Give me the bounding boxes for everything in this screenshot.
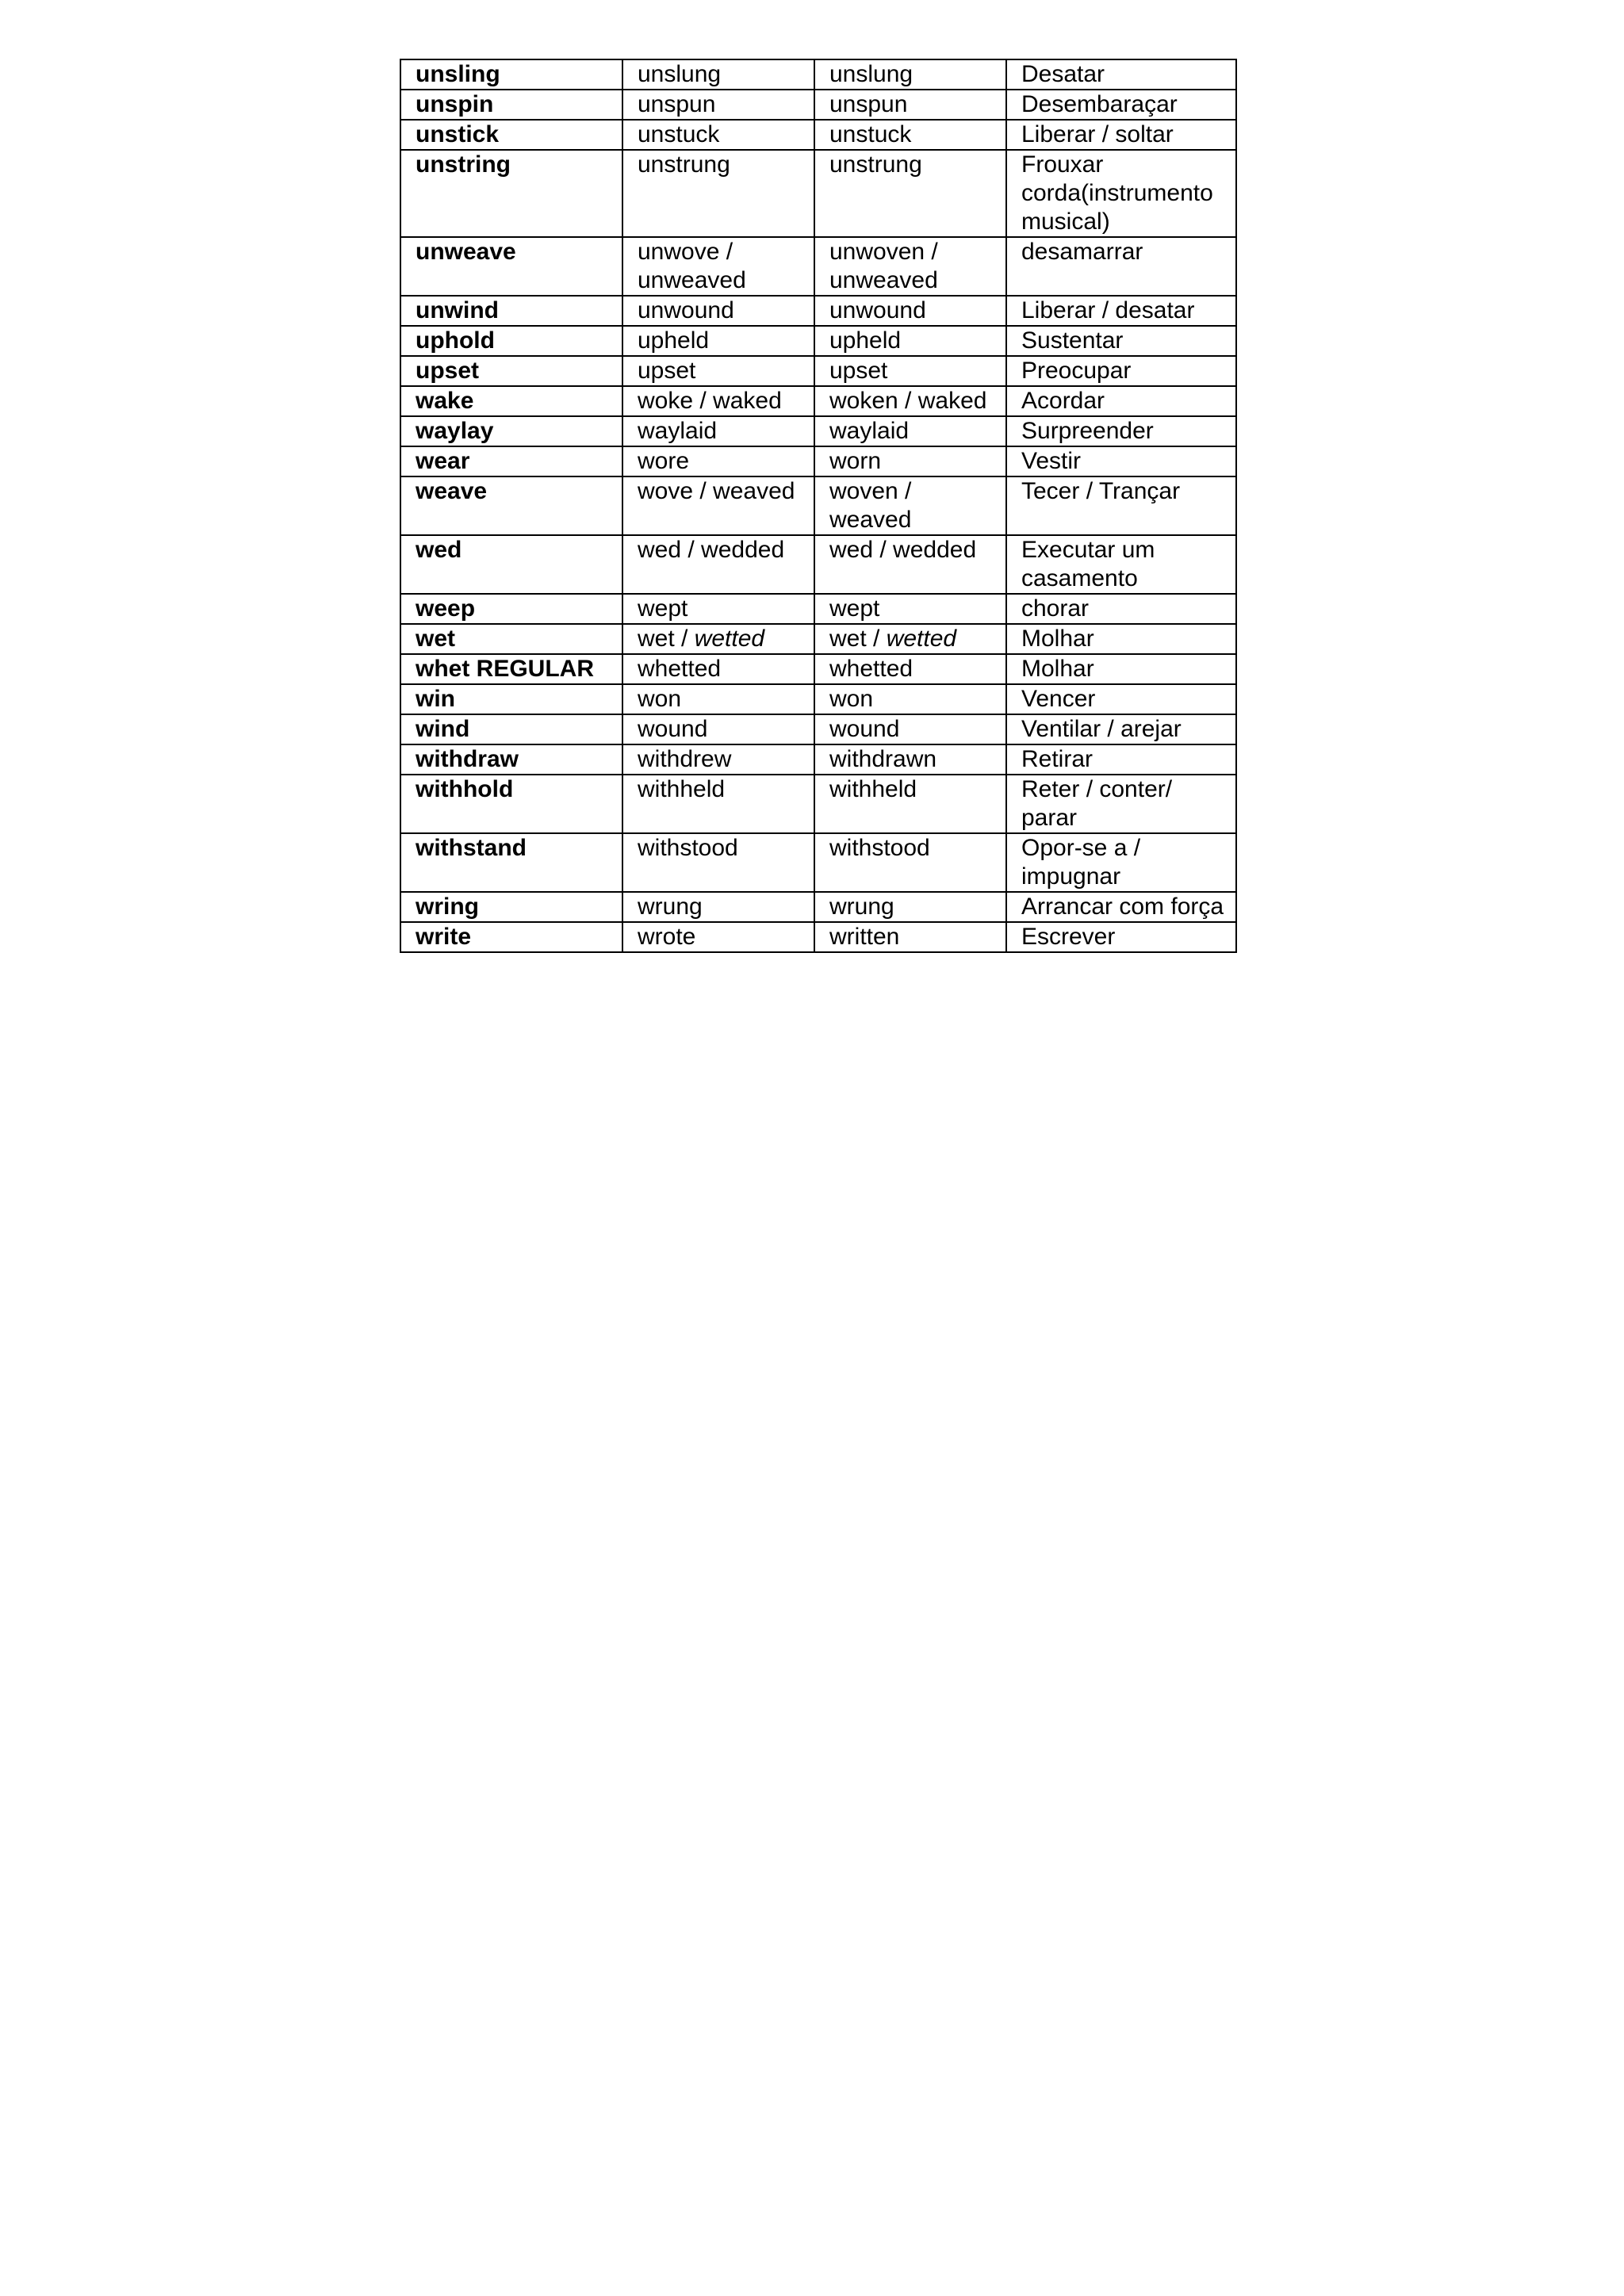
meaning-cell-text: Retirar <box>1021 746 1094 772</box>
meaning-cell <box>1006 476 1236 535</box>
base-form-cell-text: wake <box>416 388 474 414</box>
meaning-cell-text: Sustentar <box>1021 327 1124 354</box>
base-form-cell-text: uphold <box>416 327 495 354</box>
past-tense-cell-text: unstuck <box>638 121 720 147</box>
meaning-cell-text: Ventilar / arejar <box>1021 716 1182 742</box>
base-form-cell <box>400 714 622 744</box>
table-row <box>400 684 1236 714</box>
base-form-cell-text: unsling <box>416 61 500 87</box>
past-participle-cell-text: worn <box>829 448 882 474</box>
past-participle-cell-text: unstuck <box>829 121 912 147</box>
table-row <box>400 833 1236 892</box>
base-form-cell <box>400 90 622 120</box>
past-tense-cell-text: wrung <box>638 894 703 920</box>
past-tense-cell-text: wet / <box>638 626 695 652</box>
past-participle-cell <box>814 237 1006 296</box>
base-form-cell-text: wring <box>416 894 479 920</box>
meaning-cell <box>1006 326 1236 356</box>
base-form-cell-text: waylay <box>416 418 494 444</box>
base-form-cell <box>400 237 622 296</box>
base-form-cell <box>400 654 622 684</box>
past-tense-cell <box>622 356 814 386</box>
table-row <box>400 594 1236 624</box>
base-form-cell-text: unspin <box>416 91 494 117</box>
base-form-cell <box>400 446 622 476</box>
base-form-cell <box>400 386 622 416</box>
past-participle-cell-text: upset <box>829 358 888 384</box>
past-participle-cell-text: written <box>829 924 900 950</box>
table-row <box>400 624 1236 654</box>
table-row <box>400 90 1236 120</box>
verbs-table-body <box>400 59 1236 952</box>
meaning-cell-text: Tecer / Trançar <box>1021 478 1181 504</box>
past-tense-cell <box>622 416 814 446</box>
past-tense-cell <box>622 120 814 150</box>
table-row <box>400 416 1236 446</box>
past-participle-cell <box>814 892 1006 922</box>
base-form-cell <box>400 296 622 326</box>
past-tense-cell-text: wed / wedded <box>638 537 785 563</box>
past-tense-cell-text: unwove / unweaved <box>638 239 746 293</box>
base-form-cell-text: upset <box>416 358 480 384</box>
base-form-cell-text: unstring <box>416 151 511 178</box>
past-tense-cell <box>622 744 814 775</box>
past-tense-cell-text: wore <box>638 448 690 474</box>
past-participle-cell-text: wound <box>829 716 900 742</box>
past-tense-cell-text: withdrew <box>638 746 732 772</box>
meaning-cell <box>1006 922 1236 952</box>
base-form-cell-text: wind <box>416 716 470 742</box>
meaning-cell-text: Arrancar com força <box>1021 894 1224 920</box>
past-participle-cell <box>814 922 1006 952</box>
past-tense-cell <box>622 833 814 892</box>
past-participle-cell-text: woken / waked <box>829 388 987 414</box>
table-row <box>400 775 1236 833</box>
meaning-cell <box>1006 535 1236 594</box>
past-tense-cell <box>622 775 814 833</box>
meaning-cell-text: Vencer <box>1021 686 1096 712</box>
base-form-cell-text: unstick <box>416 121 500 147</box>
table-row <box>400 535 1236 594</box>
base-form-cell-text: unwind <box>416 297 499 323</box>
meaning-cell <box>1006 150 1236 237</box>
past-participle-cell <box>814 714 1006 744</box>
past-tense-cell-text: won <box>638 686 682 712</box>
meaning-cell-text: Desembaraçar <box>1021 91 1178 117</box>
base-form-cell <box>400 684 622 714</box>
past-participle-cell <box>814 356 1006 386</box>
base-form-cell <box>400 833 622 892</box>
past-tense-cell-text: woke / waked <box>638 388 782 414</box>
past-tense-cell-text: wound <box>638 716 708 742</box>
past-tense-cell <box>622 654 814 684</box>
meaning-cell-text: Opor-se a / impugnar <box>1021 835 1141 890</box>
meaning-cell-text: Reter / conter/ parar <box>1021 776 1173 831</box>
past-tense-cell <box>622 535 814 594</box>
meaning-cell <box>1006 296 1236 326</box>
past-participle-cell <box>814 624 1006 654</box>
base-form-cell <box>400 416 622 446</box>
past-tense-cell <box>622 714 814 744</box>
base-form-cell <box>400 775 622 833</box>
past-participle-cell <box>814 446 1006 476</box>
base-form-cell-text: wet <box>416 626 456 652</box>
meaning-cell <box>1006 416 1236 446</box>
base-form-cell-text: wed <box>416 537 462 563</box>
base-form-cell-text: weave <box>416 478 488 504</box>
meaning-cell <box>1006 237 1236 296</box>
meaning-cell <box>1006 90 1236 120</box>
past-participle-cell-text: unslung <box>829 61 914 87</box>
meaning-cell <box>1006 744 1236 775</box>
base-form-cell-text: write <box>416 924 472 950</box>
meaning-cell <box>1006 654 1236 684</box>
past-tense-cell-text: wove / weaved <box>638 478 795 504</box>
meaning-cell <box>1006 714 1236 744</box>
meaning-cell-text: chorar <box>1021 595 1090 622</box>
meaning-cell <box>1006 892 1236 922</box>
base-form-cell <box>400 59 622 90</box>
meaning-cell-text: Escrever <box>1021 924 1116 950</box>
irregular-verbs-table <box>400 59 1237 953</box>
past-participle-cell-text: waylaid <box>829 418 910 444</box>
base-form-cell-text: withdraw <box>416 746 519 772</box>
base-form-cell <box>400 356 622 386</box>
meaning-cell-text: Desatar <box>1021 61 1105 87</box>
past-participle-cell <box>814 684 1006 714</box>
past-tense-cell-text: unstrung <box>638 151 730 178</box>
past-participle-cell <box>814 476 1006 535</box>
past-participle-cell <box>814 744 1006 775</box>
base-form-cell <box>400 594 622 624</box>
meaning-cell-text: Liberar / soltar <box>1021 121 1174 147</box>
past-participle-cell-text: upheld <box>829 327 902 354</box>
table-row <box>400 922 1236 952</box>
past-tense-cell-text: withstood <box>638 835 738 861</box>
table-row <box>400 892 1236 922</box>
table-row <box>400 356 1236 386</box>
past-tense-cell <box>622 684 814 714</box>
base-form-cell-text: wear <box>416 448 470 474</box>
base-form-cell <box>400 624 622 654</box>
table-row <box>400 296 1236 326</box>
meaning-cell <box>1006 446 1236 476</box>
meaning-cell-text: Molhar <box>1021 656 1094 682</box>
past-participle-cell-text: unwoven / unweaved <box>829 239 938 293</box>
past-tense-cell <box>622 59 814 90</box>
past-participle-cell-text: unwound <box>829 297 926 323</box>
past-participle-cell <box>814 386 1006 416</box>
past-participle-cell-text: wrung <box>829 894 894 920</box>
past-tense-cell <box>622 624 814 654</box>
past-participle-cell <box>814 150 1006 237</box>
past-participle-cell-text: withheld <box>829 776 917 802</box>
past-participle-cell <box>814 326 1006 356</box>
past-participle-cell <box>814 120 1006 150</box>
meaning-cell <box>1006 684 1236 714</box>
meaning-cell <box>1006 775 1236 833</box>
past-participle-cell <box>814 416 1006 446</box>
past-participle-cell <box>814 833 1006 892</box>
meaning-cell <box>1006 386 1236 416</box>
table-row <box>400 714 1236 744</box>
past-participle-cell <box>814 90 1006 120</box>
past-tense-cell <box>622 326 814 356</box>
base-form-cell-text: withstand <box>416 835 527 861</box>
table-row <box>400 654 1236 684</box>
meaning-cell-text: Executar um casamento <box>1021 537 1155 591</box>
meaning-cell <box>1006 624 1236 654</box>
past-tense-cell <box>622 446 814 476</box>
past-tense-cell-text: whetted <box>638 656 722 682</box>
table-row <box>400 237 1236 296</box>
past-tense-cell <box>622 150 814 237</box>
meaning-cell-text: desamarrar <box>1021 239 1143 265</box>
past-participle-cell <box>814 654 1006 684</box>
meaning-cell-text: Liberar / desatar <box>1021 297 1195 323</box>
meaning-cell-text: Acordar <box>1021 388 1105 414</box>
past-participle-cell-text: withstood <box>829 835 930 861</box>
base-form-cell <box>400 326 622 356</box>
past-participle-cell-italic-text: wetted <box>886 626 957 652</box>
past-participle-cell-text: whetted <box>829 656 914 682</box>
past-tense-cell <box>622 296 814 326</box>
base-form-cell <box>400 476 622 535</box>
meaning-cell-text: Vestir <box>1021 448 1082 474</box>
table-row <box>400 744 1236 775</box>
past-tense-cell-text: unspun <box>638 91 716 117</box>
past-tense-cell-text: unslung <box>638 61 722 87</box>
past-tense-cell <box>622 594 814 624</box>
past-participle-cell <box>814 535 1006 594</box>
past-participle-cell <box>814 775 1006 833</box>
meaning-cell-text: Surpreender <box>1021 418 1154 444</box>
base-form-cell <box>400 535 622 594</box>
table-row <box>400 386 1236 416</box>
table-row <box>400 150 1236 237</box>
past-participle-cell-text: wept <box>829 595 880 622</box>
past-tense-cell <box>622 237 814 296</box>
meaning-cell-text: Preocupar <box>1021 358 1132 384</box>
meaning-cell-text: Frouxar corda(instrumento musical) <box>1021 151 1213 235</box>
past-participle-cell <box>814 59 1006 90</box>
past-tense-cell-text: wrote <box>638 924 696 950</box>
base-form-cell <box>400 922 622 952</box>
past-tense-cell-text: waylaid <box>638 418 718 444</box>
past-participle-cell-text: wed / wedded <box>829 537 977 563</box>
meaning-cell-text: Molhar <box>1021 626 1094 652</box>
table-row <box>400 476 1236 535</box>
base-form-cell <box>400 892 622 922</box>
past-participle-cell-text: woven / weaved <box>829 478 912 533</box>
base-form-cell-text: whet REGULAR <box>416 656 594 682</box>
past-tense-cell-text: upset <box>638 358 696 384</box>
past-tense-cell-text: wept <box>638 595 688 622</box>
past-participle-cell-text: won <box>829 686 874 712</box>
base-form-cell <box>400 744 622 775</box>
table-row <box>400 120 1236 150</box>
past-participle-cell-text: unstrung <box>829 151 922 178</box>
base-form-cell-text: win <box>416 686 455 712</box>
past-tense-cell <box>622 90 814 120</box>
table-row <box>400 59 1236 90</box>
base-form-cell <box>400 150 622 237</box>
past-participle-cell <box>814 594 1006 624</box>
past-tense-cell-text: upheld <box>638 327 710 354</box>
past-tense-cell <box>622 892 814 922</box>
base-form-cell-text: unweave <box>416 239 516 265</box>
past-participle-cell-text: unspun <box>829 91 908 117</box>
base-form-cell-text: withhold <box>416 776 514 802</box>
past-participle-cell-text: wet / <box>829 626 887 652</box>
meaning-cell <box>1006 356 1236 386</box>
past-tense-cell-text: unwound <box>638 297 734 323</box>
meaning-cell <box>1006 594 1236 624</box>
past-tense-cell-italic-text: wetted <box>694 626 765 652</box>
past-tense-cell <box>622 476 814 535</box>
past-tense-cell <box>622 922 814 952</box>
meaning-cell <box>1006 120 1236 150</box>
past-participle-cell <box>814 296 1006 326</box>
meaning-cell <box>1006 59 1236 90</box>
table-row <box>400 326 1236 356</box>
meaning-cell <box>1006 833 1236 892</box>
past-tense-cell <box>622 386 814 416</box>
past-tense-cell-text: withheld <box>638 776 726 802</box>
past-participle-cell-text: withdrawn <box>829 746 937 772</box>
base-form-cell-text: weep <box>416 595 476 622</box>
table-row <box>400 446 1236 476</box>
base-form-cell <box>400 120 622 150</box>
